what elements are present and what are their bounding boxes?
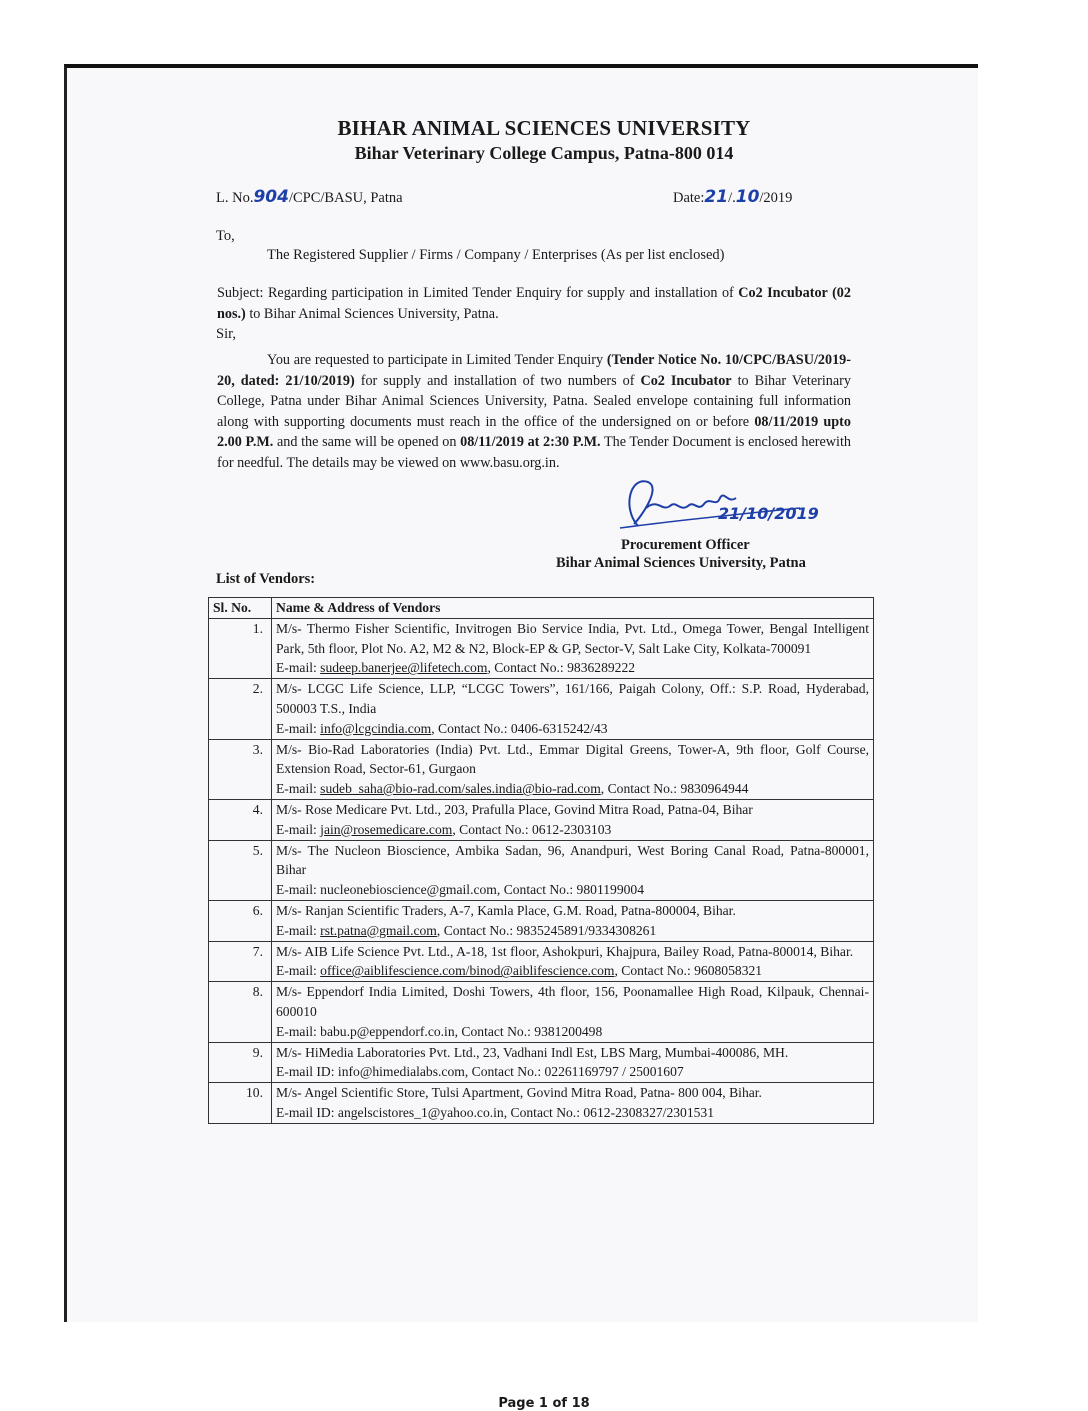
vendor-details: [272, 840, 874, 900]
vendor-address: M/s- Ranjan Scientific Traders, A-7, Kamla Place, G.M. Road, Patna-800004, Bihar.: [276, 902, 736, 918]
subject-item: Co2 Incubator (02 nos.): [217, 285, 851, 322]
vendor-sl-no: 7.: [209, 941, 272, 982]
table-row: [209, 679, 874, 739]
date-year: /2019: [759, 190, 793, 206]
vendor-contact-line: [276, 1022, 869, 1042]
vendor-contact: , Contact No.: 9608058321: [614, 963, 763, 979]
handwritten-signature: [600, 468, 820, 538]
col-name-address: Name & Address of Vendors: [272, 598, 874, 619]
vendors-table: [208, 597, 874, 1124]
vendor-email-link[interactable]: rst.patna@gmail.com: [320, 922, 437, 938]
salutation: Sir,: [216, 326, 236, 342]
vendor-email-link[interactable]: jain@rosemedicare.com: [320, 821, 453, 837]
vendor-contact-line: [276, 921, 869, 941]
email-label: E-mail:: [276, 882, 321, 898]
vendor-contact: , Contact No.: 0612-2308327/2301531: [503, 1104, 715, 1120]
date-month: 10: [735, 187, 760, 207]
email-label: E-mail:: [276, 720, 321, 736]
date-prefix: Date:: [673, 190, 705, 206]
vendor-address: M/s- Angel Scientific Store, Tulsi Apartment, Govind Mitra Road, Patna- 800 004, Bihar.: [276, 1085, 762, 1101]
vendor-contact-line: [276, 719, 869, 739]
vendor-contact: , Contact No.: 0612-2303103: [452, 821, 612, 837]
vendor-email-link[interactable]: nucleonebioscience@gmail.com: [320, 882, 497, 898]
table-row: [209, 799, 874, 840]
table-row: [209, 739, 874, 799]
vendor-sl-no: 3.: [209, 739, 272, 799]
email-label: E-mail:: [276, 1023, 321, 1039]
ref-number-handwritten: 904: [253, 187, 289, 207]
vendor-address: M/s- HiMedia Laboratories Pvt. Ltd., 23, Vadhani Indl Est, LBS Marg, Mumbai-400086, MH.: [276, 1044, 789, 1060]
vendor-details: [272, 941, 874, 982]
vendor-sl-no: 4.: [209, 799, 272, 840]
vendor-details: [272, 1083, 874, 1124]
col-sl-no: Sl. No.: [209, 598, 272, 619]
vendor-sl-no: 5.: [209, 840, 272, 900]
vendor-email-link[interactable]: angelscistores_1@yahoo.co.in: [337, 1104, 504, 1120]
vendor-sl-no: 8.: [209, 982, 272, 1042]
email-label: E-mail:: [276, 922, 321, 938]
date-day: 21: [704, 187, 729, 207]
letter-body: You are requested to participate in Limited Tender Enquiry (Tender Notice No. 10/CPC/BASU/2019-20, dated: 21/10/2019) for supply and installation of two numbers of Co2 Incubator to Bihar Veterinary College, Patna under Bihar Animal Sciences University, Patna. Sealed envelope containing full information along with supporting documents must reach in the office of the undersigned on or before 08/11/2019 upto 2.00 P.M. and the same will be opened on 08/11/2019 at 2:30 P.M. The Tender Document is enclosed herewith for needful. The details may be viewed on www.basu.org.in.: [217, 352, 851, 471]
vendor-details: [272, 982, 874, 1042]
table-row: [209, 1042, 874, 1083]
opening-time: 08/11/2019 at 2:30 P.M.: [460, 434, 601, 451]
reference-number: [216, 187, 403, 207]
table-row: [209, 618, 874, 678]
vendor-details: [272, 618, 874, 678]
vendor-sl-no: 9.: [209, 1042, 272, 1083]
email-label: E-mail:: [276, 821, 321, 837]
table-row: [209, 941, 874, 982]
vendor-address: M/s- Thermo Fisher Scientific, Invitrogen Bio Service India, Pvt. Ltd., Omega Tower, Bengal Intelligent Park, 5th floor, Plot No. A2, M2 & N2, Block-EP & GP, Sector-V, Salt Lake City, Kolkata-700091: [276, 620, 869, 656]
vendor-contact-line: [276, 820, 869, 840]
addressee: The Registered Supplier / Firms / Company / Enterprises (As per list enclosed): [267, 247, 725, 263]
page-footer: Page 1 of 18: [498, 1396, 590, 1411]
vendor-address: M/s- LCGC Life Science, LLP, “LCGC Towers”, 161/166, Paigah Colony, Off.: S.P. Road, Hyderabad, 500003 T.S., India: [276, 681, 869, 716]
vendors-heading: List of Vendors:: [216, 571, 316, 587]
email-label: E-mail:: [276, 963, 321, 979]
vendor-contact: , Contact No.: 9835245891/9334308261: [436, 922, 657, 938]
email-label: E-mail ID:: [276, 1104, 338, 1120]
vendor-address: M/s- The Nucleon Bioscience, Ambika Sadan, 96, Anandpuri, West Boring Canal Road, Patna-800001, Bihar: [276, 842, 869, 878]
letter-date: Date:21/.10/2019: [673, 187, 793, 207]
vendor-contact-line: [276, 880, 869, 900]
vendor-contact: , Contact No.: 9836289222: [487, 660, 636, 676]
table-header-row: [209, 598, 874, 619]
vendor-details: [272, 679, 874, 739]
vendor-email-link[interactable]: sudeb_saha@bio-rad.com/sales.india@bio-rad.com: [320, 781, 601, 797]
university-name: BIHAR ANIMAL SCIENCES UNIVERSITY: [337, 116, 751, 140]
ref-prefix: L. No.: [216, 190, 254, 206]
vendor-details: [272, 900, 874, 941]
tender-notice: (Tender Notice No. 10/CPC/BASU/2019-20, dated: 21/10/2019): [217, 352, 851, 389]
vendor-sl-no: 10.: [209, 1083, 272, 1124]
table-row: [209, 982, 874, 1042]
vendor-contact-line: [276, 1062, 869, 1082]
signatory-title: Procurement Officer: [621, 537, 750, 553]
deadline: 08/11/2019 upto 2.00 P.M.: [217, 413, 851, 451]
vendor-sl-no: 6.: [209, 900, 272, 941]
vendor-address: M/s- Bio-Rad Laboratories (India) Pvt. Ltd., Emmar Digital Greens, Tower-A, 9th floor, Golf Course, Extension Road, Sector-61, Gurgaon: [276, 741, 869, 777]
vendor-details: [272, 1042, 874, 1083]
vendor-email-link[interactable]: sudeep.banerjee@lifetech.com: [320, 660, 488, 676]
vendor-contact: , Contact No.: 9381200498: [454, 1023, 603, 1039]
vendor-contact-line: [276, 961, 869, 981]
vendor-details: [272, 799, 874, 840]
subject: Subject: Regarding participation in Limited Tender Enquiry for supply and installation of Co2 Incubator (02 nos.) to Bihar Animal Sciences University, Patna.: [217, 285, 851, 322]
vendor-contact: , Contact No.: 02261169797 / 25001607: [464, 1064, 684, 1080]
email-label: E-mail ID:: [276, 1064, 338, 1080]
vendor-details: [272, 739, 874, 799]
vendor-address: M/s- Eppendorf India Limited, Doshi Towers, 4th floor, 156, Poonamallee High Road, Kilpauk, Chennai-600010: [276, 984, 869, 1019]
table-row: [209, 900, 874, 941]
table-row: [209, 840, 874, 900]
table-row: [209, 1083, 874, 1124]
vendor-email-link[interactable]: office@aiblifescience.com/binod@aiblifescience.com: [320, 963, 615, 979]
signatory-org: Bihar Animal Sciences University, Patna: [556, 555, 806, 571]
vendor-contact-line: [276, 779, 869, 799]
ref-suffix: /CPC/BASU, Patna: [288, 190, 403, 206]
vendor-email-link[interactable]: info@lcgcindia.com: [320, 720, 432, 736]
item-name: Co2 Incubator: [640, 372, 732, 389]
email-label: E-mail:: [276, 781, 321, 797]
vendor-email-link[interactable]: babu.p@eppendorf.co.in: [320, 1023, 455, 1039]
vendor-contact-line: [276, 1103, 869, 1123]
to-line: To,: [216, 228, 235, 244]
vendor-address: M/s- AIB Life Science Pvt. Ltd., A-18, 1st floor, Ashokpuri, Khajpura, Bailey Road, Patna-800014, Bihar.: [276, 943, 854, 959]
signature-date: 21/10/2019: [718, 504, 819, 523]
vendor-sl-no: 1.: [209, 618, 272, 678]
vendor-sl-no: 2.: [209, 679, 272, 739]
vendor-contact: , Contact No.: 9830964944: [600, 781, 749, 797]
vendor-contact: , Contact No.: 9801199004: [496, 882, 645, 898]
email-label: E-mail:: [276, 660, 321, 676]
signature-block: [600, 468, 820, 543]
vendor-contact: , Contact No.: 0406-6315242/43: [431, 720, 608, 736]
campus-address: Bihar Veterinary College Campus, Patna-800 014: [354, 143, 734, 163]
vendor-contact-line: [276, 658, 869, 678]
vendor-email-link[interactable]: info@himedialabs.com: [337, 1064, 465, 1080]
vendor-address: M/s- Rose Medicare Pvt. Ltd., 203, Prafulla Place, Govind Mitra Road, Patna-04, Bihar: [276, 801, 753, 817]
